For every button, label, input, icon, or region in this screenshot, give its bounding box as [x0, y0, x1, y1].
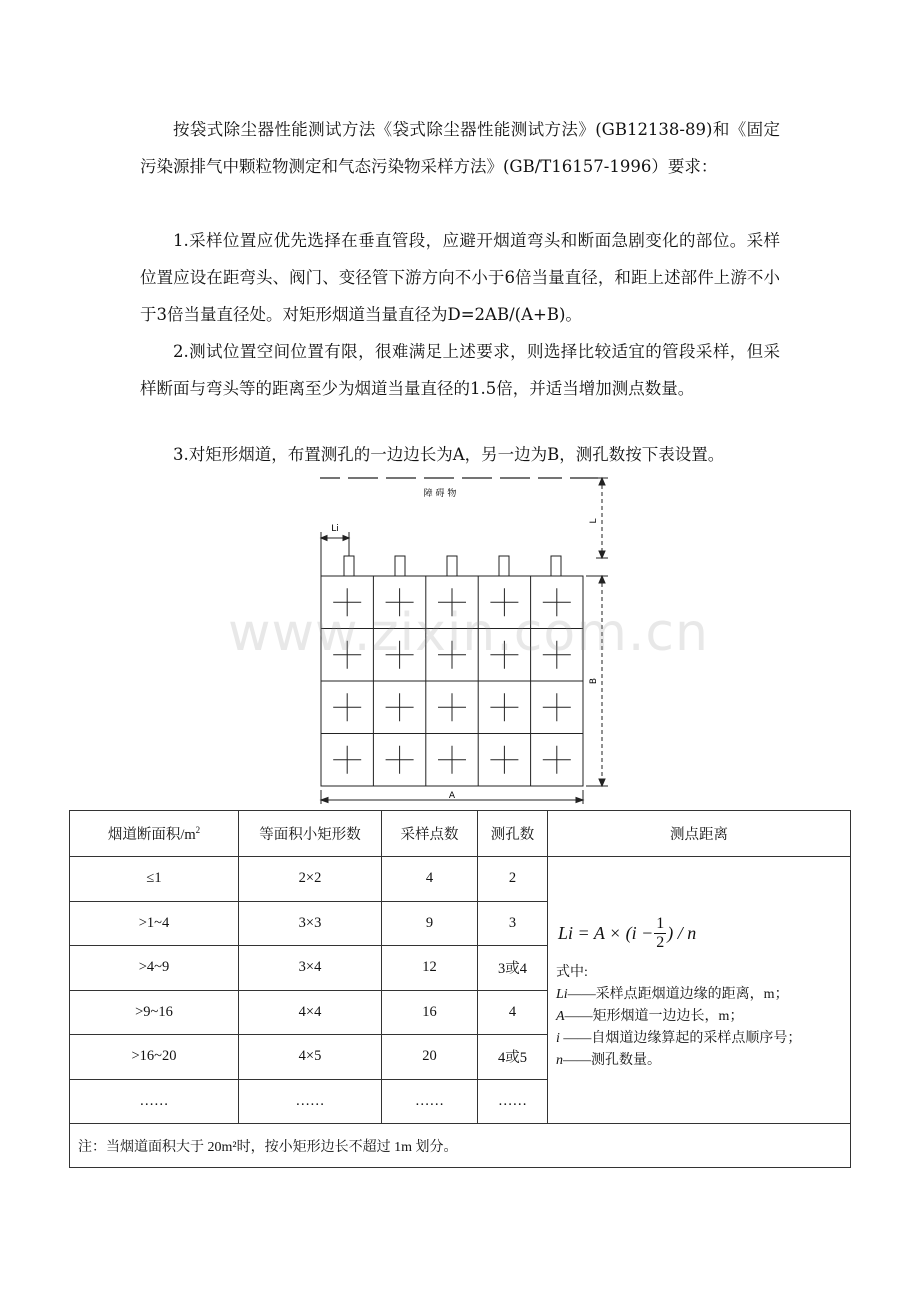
cell-point-count: 9	[382, 901, 478, 946]
sampling-point-cross	[333, 746, 361, 774]
table-header-row	[70, 811, 851, 857]
cell-point-count: 12	[382, 946, 478, 991]
cell-rect-count: ……	[239, 1079, 382, 1124]
sampling-point-cross	[438, 588, 466, 616]
sampling-port	[344, 556, 354, 576]
fraction-denominator: 2	[656, 933, 665, 951]
table-note-row	[70, 1124, 851, 1168]
cell-port-count: 3	[478, 901, 548, 946]
cell-point-count: ……	[382, 1079, 478, 1124]
sampling-point-cross	[490, 641, 518, 669]
label-Li: Li	[331, 524, 339, 534]
sampling-point-cross	[386, 693, 414, 721]
sampling-point-cross	[490, 693, 518, 721]
formula-eq: = A × (i −	[577, 923, 654, 943]
sampling-point-cross	[333, 588, 361, 616]
formula-lhs: Li	[558, 923, 574, 943]
sampling-point-cross	[543, 746, 571, 774]
table-row	[70, 857, 851, 902]
sampling-port	[551, 556, 561, 576]
cell-point-count: 4	[382, 857, 478, 902]
cell-rect-count: 4×4	[239, 990, 382, 1035]
distance-formula	[558, 915, 842, 952]
sampling-ports	[344, 556, 561, 576]
sampling-point-cross	[490, 746, 518, 774]
sampling-port	[499, 556, 509, 576]
cell-point-count: 16	[382, 990, 478, 1035]
cell-rect-count: 2×2	[239, 857, 382, 902]
cell-port-count: 4或5	[478, 1035, 548, 1080]
label-L: L	[589, 518, 599, 524]
sampling-point-cross	[386, 588, 414, 616]
cell-port-count: 3或4	[478, 946, 548, 991]
cell-rect-count: 4×5	[239, 1035, 382, 1080]
cell-area: >1~4	[70, 901, 239, 946]
sampling-port-diagram	[300, 472, 620, 807]
header-point-distance: 测点距离	[548, 811, 851, 857]
header-point-count: 采样点数	[382, 811, 478, 857]
table-note: 注：当烟道面积大于 20m²时，按小矩形边长不超过 1m 划分。	[70, 1124, 851, 1168]
sampling-point-cross	[543, 693, 571, 721]
sampling-point-table	[69, 810, 851, 1168]
label-B: B	[589, 677, 599, 685]
sampling-point-cross	[386, 746, 414, 774]
formula-cell	[548, 857, 851, 1124]
cell-rect-count: 3×4	[239, 946, 382, 991]
header-port-count: 测孔数	[478, 811, 548, 857]
header-rect-count: 等面积小矩形数	[239, 811, 382, 857]
paragraph-item-2: 2.测试位置空间位置有限，很难满足上述要求，则选择比较适宜的管段采样，但采样断面与弯头等的距离至少为烟道当量直径的1.5倍，并适当增加测点数量。	[140, 342, 780, 398]
definition-line: A——矩形烟道一边边长，m；	[556, 1008, 744, 1024]
fraction-numerator: 1	[656, 914, 665, 932]
definition-line: n——测孔数量。	[556, 1052, 661, 1068]
cell-port-count: ……	[478, 1079, 548, 1124]
cell-area: >4~9	[70, 946, 239, 991]
formula-tail: ) / n	[667, 923, 697, 943]
dimension-L	[596, 478, 608, 558]
sampling-point-cross	[543, 588, 571, 616]
sampling-point-cross	[490, 588, 518, 616]
cell-area: >16~20	[70, 1035, 239, 1080]
obstacle-label: 障 碍 物	[423, 489, 457, 499]
header-area: 烟道断面积$/m^2$	[70, 811, 239, 857]
paragraph-item-1: 1.采样位置应优先选择在垂直管段，应避开烟道弯头和断面急剧变化的部位。采样位置应设在距弯头、阀门、变径管下游方向不小于6倍当量直径，和距上述部件上游不小于3倍当量直径处。对矩形烟道当量直径为D=2AB/(A+B)。	[140, 231, 780, 324]
cell-area: >9~16	[70, 990, 239, 1035]
sampling-point-cross	[438, 746, 466, 774]
sampling-point-cross	[386, 641, 414, 669]
formula-fraction	[654, 915, 666, 952]
cell-area: ……	[70, 1079, 239, 1124]
cell-port-count: 2	[478, 857, 548, 902]
sampling-point-cross	[438, 641, 466, 669]
sampling-point-cross	[543, 641, 571, 669]
sampling-port	[395, 556, 405, 576]
formula-where: 式中:	[556, 964, 588, 980]
sampling-point-cross	[333, 641, 361, 669]
paragraph-item-3: 3.对矩形烟道，布置测孔的一边边长为A，另一边为B，测孔数按下表设置。	[173, 445, 725, 464]
definition-line: i ——自烟道边缘算起的采样点顺序号；	[556, 1030, 802, 1046]
label-A: A	[448, 791, 456, 801]
definition-line: Li——采样点距烟道边缘的距离，m；	[556, 986, 789, 1002]
watermark: www.zixin.com.cn	[228, 603, 709, 663]
cell-port-count: 4	[478, 990, 548, 1035]
sampling-point-cross	[333, 693, 361, 721]
sampling-point-cross	[438, 693, 466, 721]
cell-rect-count: 3×3	[239, 901, 382, 946]
cell-point-count: 20	[382, 1035, 478, 1080]
cell-area: ≤1	[70, 857, 239, 902]
dimension-Li	[321, 532, 349, 576]
paragraph-intro: 按袋式除尘器性能测试方法《袋式除尘器性能测试方法》(GB12138-89)和《固定污染源排气中颗粒物测定和气态污染物采样方法》(GB/T16157-1996）要求：	[140, 120, 780, 176]
sampling-port	[447, 556, 457, 576]
